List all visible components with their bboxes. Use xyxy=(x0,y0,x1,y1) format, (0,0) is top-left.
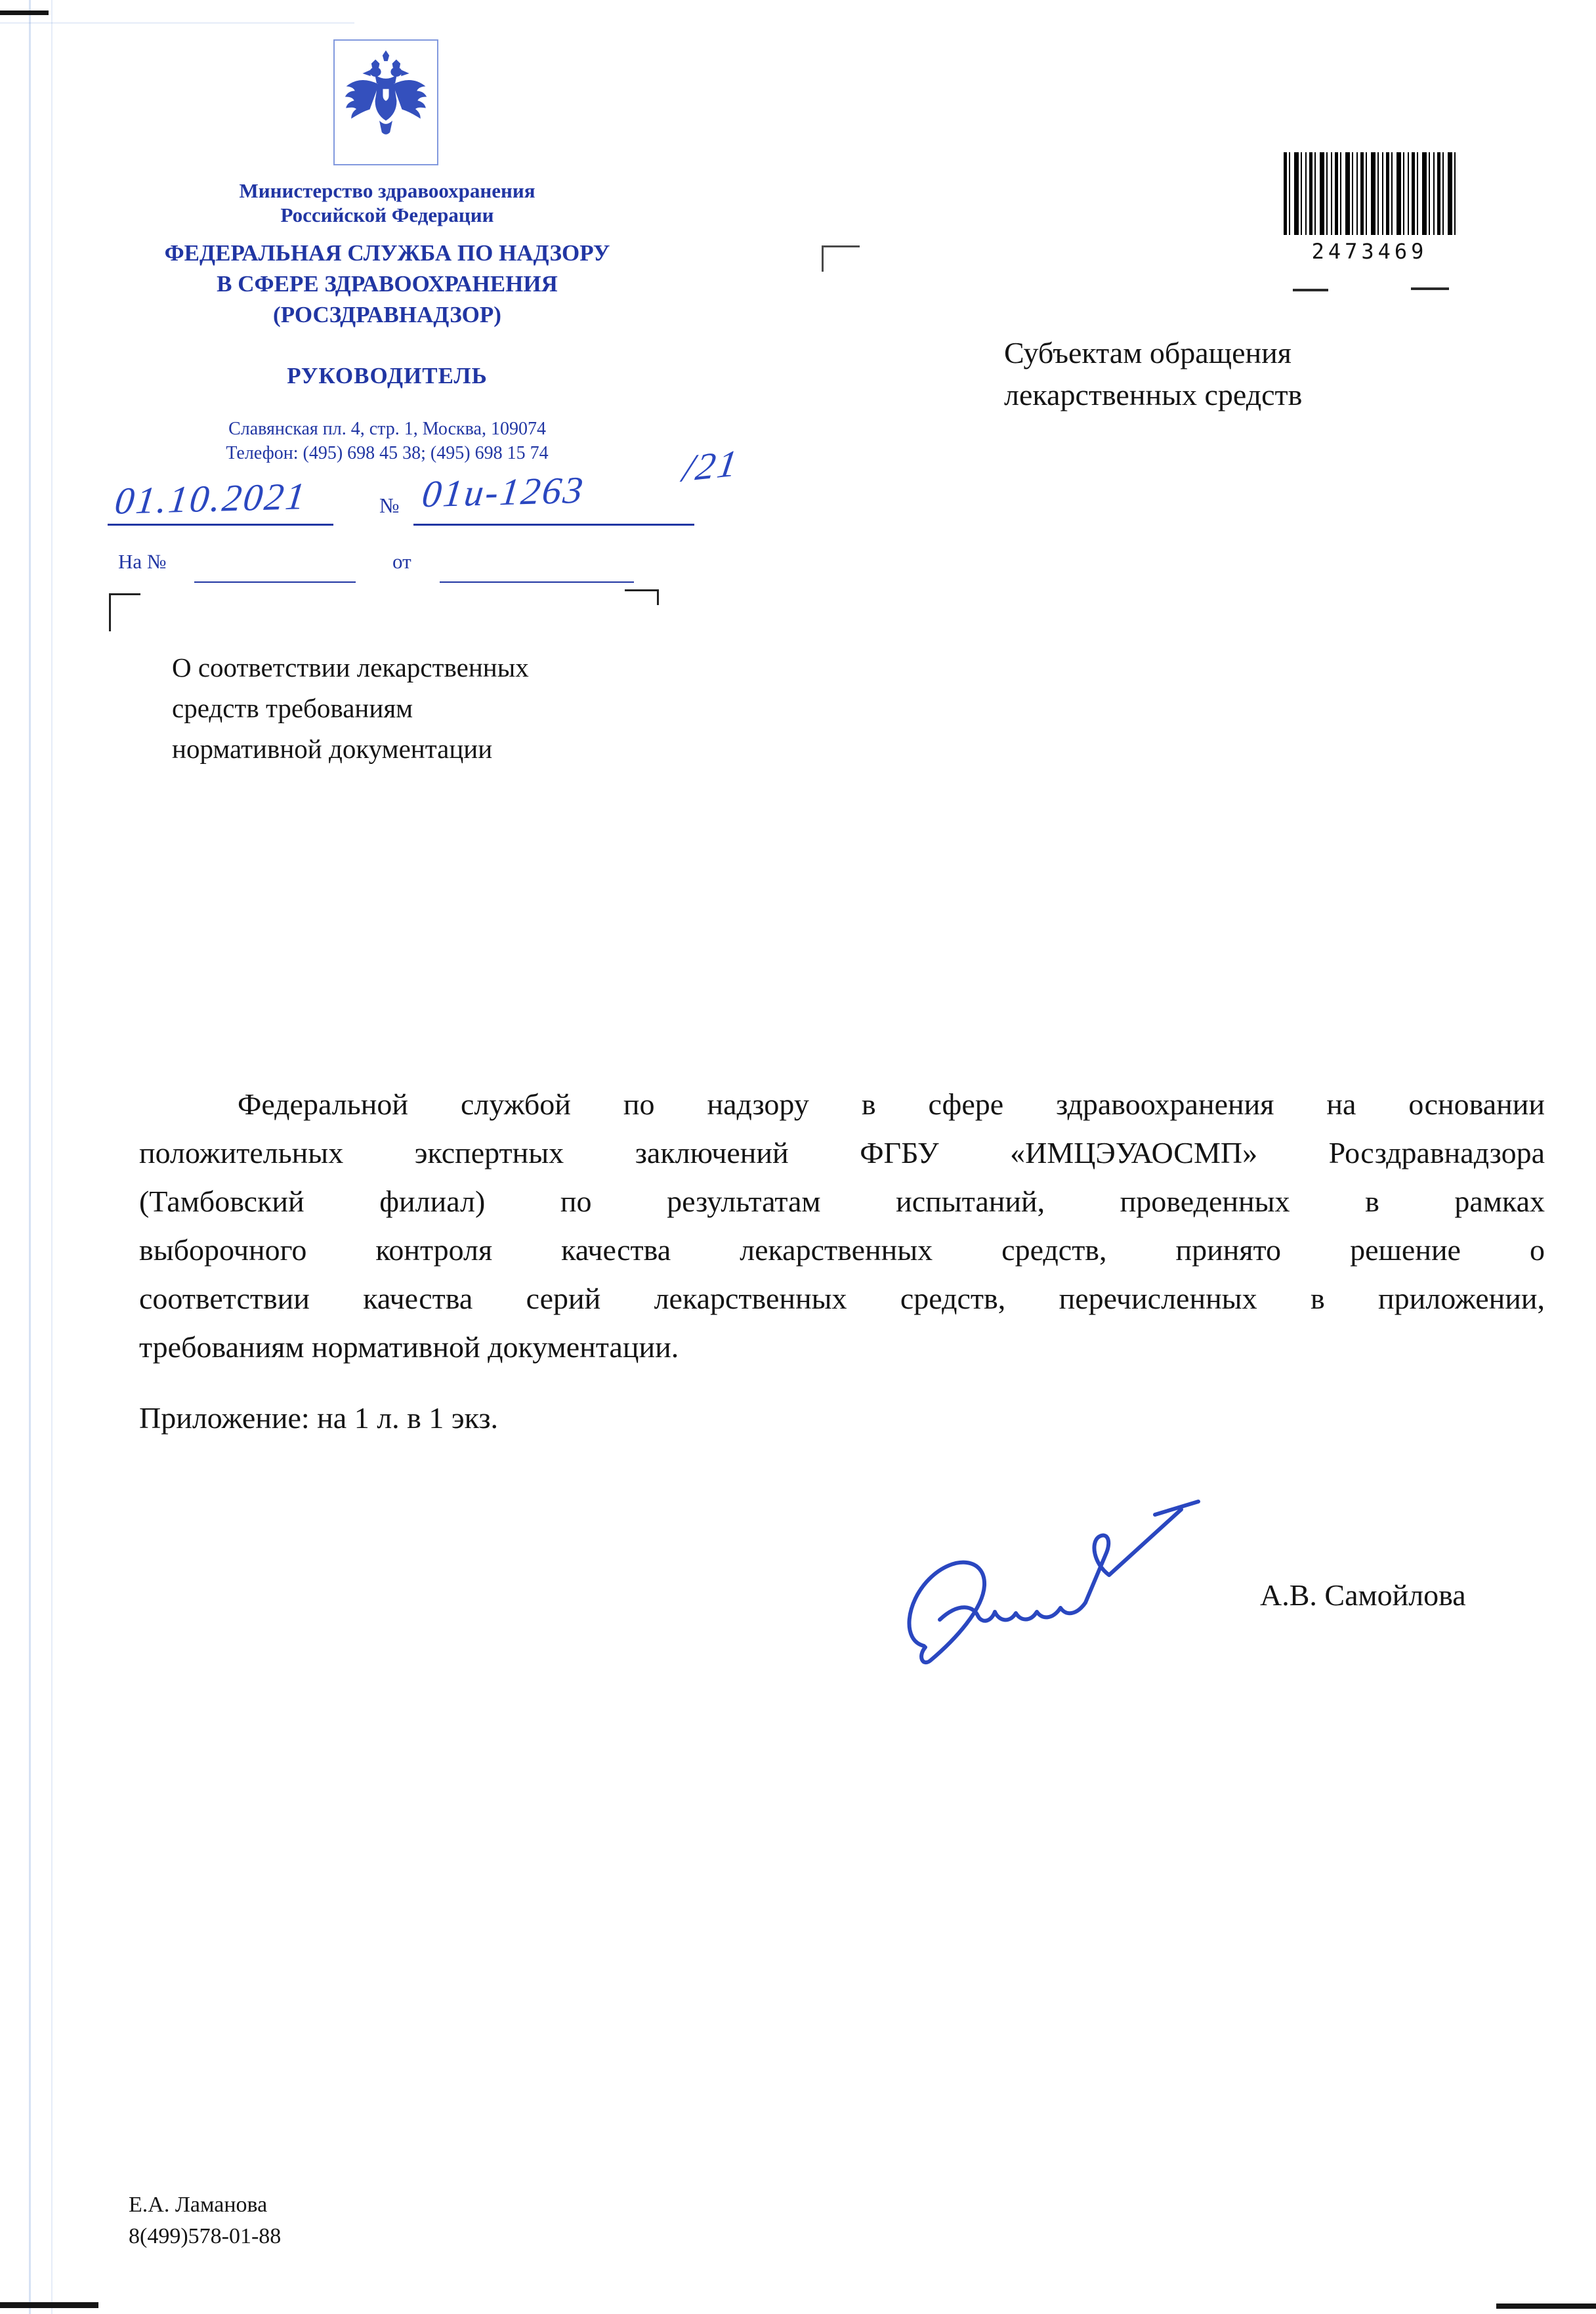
addressee-line1: Субъектам обращения xyxy=(1004,336,1292,369)
letterhead xyxy=(79,179,696,465)
scan-dash xyxy=(1293,289,1328,291)
reply-date-underline xyxy=(440,581,634,583)
subject-line: нормативной документации xyxy=(172,734,493,764)
reply-to-number-label: На № xyxy=(118,550,167,573)
phone-numbers: Телефон: (495) 698 45 38; (495) 698 15 74 xyxy=(226,443,549,463)
addressee-line2: лекарственных средств xyxy=(1004,378,1303,411)
handwritten-signature xyxy=(890,1477,1211,1680)
scan-mark xyxy=(0,2302,98,2308)
body-line: положительных экспертных заключений ФГБУ «ИМЦЭУАОСМП» Росздравнадзора xyxy=(139,1136,1545,1169)
body-line: соответствии качества серий лекарственных средств, перечисленных в приложении, xyxy=(139,1282,1545,1315)
scan-line-vertical xyxy=(51,0,52,2314)
subject-corner-mark-right xyxy=(625,589,659,605)
body-line: (Тамбовский филиал) по результатам испытаний, проведенных в рамках xyxy=(139,1185,1545,1218)
body-line: Федеральной службой по надзору в сфере здравоохранения на основании xyxy=(238,1087,1545,1121)
number-underline xyxy=(413,524,694,526)
service-name xyxy=(79,238,696,330)
scan-line-horizontal xyxy=(0,22,354,24)
service-name-line1: ФЕДЕРАЛЬНАЯ СЛУЖБА ПО НАДЗОРУ xyxy=(164,240,610,266)
subject-corner-mark-left xyxy=(109,593,140,631)
scan-line-vertical xyxy=(29,0,31,2314)
addressee-block xyxy=(1004,332,1302,416)
coat-of-arms-box xyxy=(333,39,438,165)
service-name-line2: В СФЕРЕ ЗДРАВООХРАНЕНИЯ xyxy=(217,271,558,297)
body-paragraph xyxy=(139,1080,1545,1372)
handwritten-outgoing-number: 01и-1263 xyxy=(419,468,587,516)
ministry-name-line1: Министерство здравоохранения xyxy=(239,179,536,202)
postal-address: Славянская пл. 4, стр. 1, Москва, 109074 xyxy=(228,419,546,439)
scan-mark xyxy=(1496,2303,1596,2309)
attachment-note: Приложение: на 1 л. в 1 экз. xyxy=(139,1401,499,1435)
addressee-corner-mark xyxy=(822,245,860,272)
executor-block xyxy=(129,2189,281,2252)
subject-line: средств требованиям xyxy=(172,693,413,723)
scan-dash xyxy=(1411,287,1449,290)
number-sign: № xyxy=(379,494,400,517)
scan-mark xyxy=(0,11,49,15)
executor-name: Е.А. Ламанова xyxy=(129,2193,268,2217)
body-line: выборочного контроля качества лекарственных средств, принято решение о xyxy=(139,1233,1545,1267)
handwritten-date: 01.10.2021 xyxy=(112,474,310,522)
executor-phone: 8(499)578-01-88 xyxy=(129,2224,282,2248)
reply-number-underline xyxy=(194,581,356,583)
role-title: РУКОВОДИТЕЛЬ xyxy=(287,363,488,389)
signer-name: А.В. Самойлова xyxy=(1260,1578,1466,1612)
barcode-number: 2473469 xyxy=(1311,239,1428,264)
contact-block xyxy=(79,417,696,465)
double-headed-eagle-icon xyxy=(341,47,430,158)
body-line: требованиям нормативной документации. xyxy=(139,1330,679,1364)
service-name-line3: (РОСЗДРАВНАДЗОР) xyxy=(273,302,501,327)
subject-block xyxy=(172,647,529,769)
registration-barcode xyxy=(1284,152,1456,235)
ministry-name-line2: Российской Федерации xyxy=(280,203,494,226)
reply-from-label: от xyxy=(392,550,411,573)
date-underline xyxy=(108,524,333,526)
subject-line: О соответствии лекарственных xyxy=(172,652,529,683)
handwritten-number-suffix: /21 xyxy=(680,441,742,490)
